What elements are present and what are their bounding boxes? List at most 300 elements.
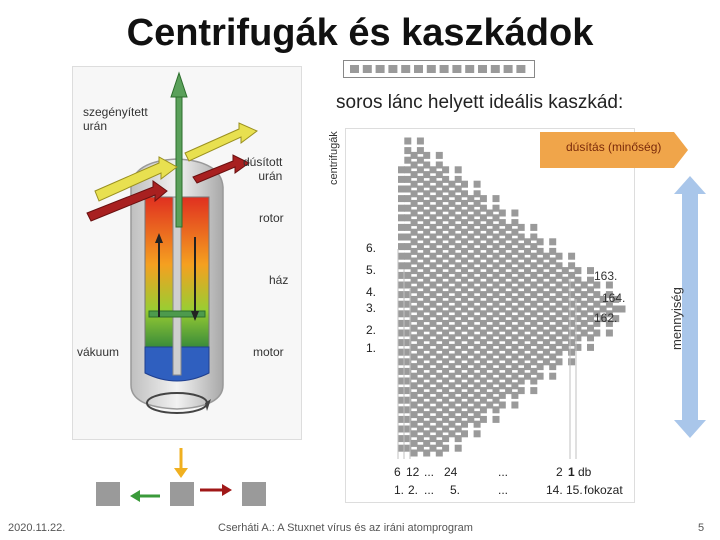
- centrifuge-square: [493, 195, 500, 202]
- centrifuge-square: [587, 334, 594, 341]
- centrifuge-square: [543, 358, 550, 365]
- centrifuge-square: [537, 325, 544, 332]
- centrifuge-square: [537, 277, 544, 284]
- centrifuge-square: [474, 382, 481, 389]
- centrifuge-square: [417, 262, 424, 269]
- centrifuge-square: [474, 258, 481, 265]
- centrifuge-square: [486, 402, 493, 409]
- centrifuge-square: [556, 272, 563, 279]
- centrifuge-square: [549, 325, 556, 332]
- centrifuge-square: [436, 392, 443, 399]
- chain-square: [427, 65, 436, 73]
- centrifuge-square: [505, 320, 512, 327]
- centrifuge-square: [511, 325, 518, 332]
- centrifuge-square: [493, 406, 500, 413]
- centrifuge-square: [530, 378, 537, 385]
- centrifuge-square: [404, 138, 411, 145]
- centrifuge-square: [430, 368, 437, 375]
- chain-square: [491, 65, 500, 73]
- centrifuge-square: [486, 238, 493, 245]
- centrifuge-square: [474, 277, 481, 284]
- centrifuge-square: [587, 325, 594, 332]
- centrifuge-square: [486, 392, 493, 399]
- centrifuge-square: [448, 315, 455, 322]
- depleted-out-arrow-head: [171, 73, 187, 97]
- centrifuge-square: [398, 186, 405, 193]
- centrifuge-square: [442, 387, 449, 394]
- centrifuge-square: [436, 162, 443, 169]
- centrifuge-square: [493, 243, 500, 250]
- stage-14: 14.: [546, 483, 563, 497]
- centrifuge-square: [568, 262, 575, 269]
- centrifuge-square: [543, 262, 550, 269]
- centrifuge-square: [467, 291, 474, 298]
- centrifuge-square: [537, 306, 544, 313]
- count-unit: db: [578, 465, 592, 479]
- centrifuge-square: [461, 210, 468, 217]
- centrifuge-square: [423, 325, 430, 332]
- centrifuge-square: [448, 363, 455, 370]
- centrifuge-square: [442, 272, 449, 279]
- centrifuge-square: [493, 291, 500, 298]
- centrifuge-square: [423, 382, 430, 389]
- centrifuge-square: [480, 234, 487, 241]
- label-motor: motor: [253, 345, 284, 359]
- centrifuge-square: [436, 229, 443, 236]
- centrifuge-square: [480, 358, 487, 365]
- centrifuge-square: [581, 320, 588, 327]
- centrifuge-square: [474, 248, 481, 255]
- centrifuge-square: [518, 378, 525, 385]
- centrifuge-square: [430, 387, 437, 394]
- centrifuge-square: [474, 392, 481, 399]
- centrifuge-square: [511, 258, 518, 265]
- centrifuge-square: [511, 344, 518, 351]
- centrifuge-square: [404, 243, 411, 250]
- centrifuge-square: [423, 267, 430, 274]
- centrifuge-square: [442, 378, 449, 385]
- chain-square: [504, 65, 513, 73]
- centrifuge-square: [448, 219, 455, 226]
- centrifuge-square: [574, 267, 581, 274]
- centrifuge-square: [430, 349, 437, 356]
- centrifuge-square: [430, 195, 437, 202]
- centrifuge-square: [480, 243, 487, 250]
- centrifuge-square: [499, 296, 506, 303]
- centrifuge-square: [442, 214, 449, 221]
- centrifuge-square: [398, 234, 405, 241]
- centrifuge-square: [549, 277, 556, 284]
- centrifuge-square: [467, 234, 474, 241]
- centrifuge-square: [448, 229, 455, 236]
- centrifuge-square: [511, 267, 518, 274]
- centrifuge-square: [423, 181, 430, 188]
- stage-1: 1.: [394, 483, 405, 497]
- centrifuge-square: [455, 435, 462, 442]
- centrifuge-square: [499, 363, 506, 370]
- count-12: 12: [406, 465, 420, 479]
- centrifuge-square: [493, 282, 500, 289]
- centrifuge-square: [461, 181, 468, 188]
- centrifuge-square: [430, 397, 437, 404]
- centrifuge-square: [423, 200, 430, 207]
- centrifuge-square: [549, 306, 556, 313]
- centrifuge-square: [430, 435, 437, 442]
- centrifuge-square: [467, 339, 474, 346]
- centrifuge-square: [417, 358, 424, 365]
- footer-source: Cserháti A.: A Stuxnet vírus és az iráni atomprogram: [218, 522, 473, 534]
- centrifuge-square: [486, 354, 493, 361]
- centrifuge-square: [436, 296, 443, 303]
- centrifuge-square: [436, 373, 443, 380]
- centrifuge-square: [398, 262, 405, 269]
- centrifuge-square: [518, 339, 525, 346]
- centrifuge-square: [417, 214, 424, 221]
- centrifuge-square: [518, 387, 525, 394]
- centrifuge-square: [448, 334, 455, 341]
- centrifuge-square: [442, 282, 449, 289]
- centrifuge-square: [448, 373, 455, 380]
- stage-label: 1.: [366, 341, 377, 355]
- centrifuge-square: [486, 373, 493, 380]
- centrifuge-square: [530, 253, 537, 260]
- centrifuge-square: [442, 416, 449, 423]
- centrifuge-square: [499, 238, 506, 245]
- centrifuge-square: [411, 450, 418, 457]
- centrifuge-square: [417, 416, 424, 423]
- centrifuge-square: [480, 291, 487, 298]
- centrifuge-square: [448, 382, 455, 389]
- centrifuge-square: [404, 166, 411, 173]
- centrifuge-square: [524, 363, 531, 370]
- centrifuge-square: [461, 286, 468, 293]
- centrifuge-square: [505, 291, 512, 298]
- centrifuge-square: [486, 277, 493, 284]
- centrifuge-square: [530, 243, 537, 250]
- centrifuge-square: [543, 301, 550, 308]
- centrifuge-square: [461, 315, 468, 322]
- centrifuge-square: [417, 435, 424, 442]
- centrifuge-square: [493, 378, 500, 385]
- centrifuge-square: [543, 282, 550, 289]
- centrifuge-square: [423, 411, 430, 418]
- centrifuge-square: [530, 301, 537, 308]
- centrifuge-square: [455, 397, 462, 404]
- centrifuge-square: [423, 296, 430, 303]
- centrifuge-square: [518, 253, 525, 260]
- centrifuge-square: [417, 186, 424, 193]
- centrifuge-square: [411, 190, 418, 197]
- centrifuge-square: [511, 306, 518, 313]
- centrifuge-square: [574, 334, 581, 341]
- centrifuge-square: [442, 166, 449, 173]
- centrifuge-square: [493, 416, 500, 423]
- centrifuge-square: [455, 368, 462, 375]
- centrifuge-square: [467, 378, 474, 385]
- centrifuge-square: [511, 373, 518, 380]
- centrifuge-square: [511, 229, 518, 236]
- centrifuge-square: [423, 190, 430, 197]
- centrifuge-square: [448, 258, 455, 265]
- centrifuge-square: [499, 402, 506, 409]
- centrifuge-square: [436, 277, 443, 284]
- centrifuge-square: [448, 392, 455, 399]
- centrifuge-square: [455, 387, 462, 394]
- centrifuge-square: [537, 334, 544, 341]
- centrifuge-square: [505, 253, 512, 260]
- centrifuge-square: [461, 219, 468, 226]
- centrifuge-square: [404, 253, 411, 260]
- centrifuge-square: [619, 306, 626, 313]
- centrifuge-square: [461, 229, 468, 236]
- centrifuge-square: [524, 277, 531, 284]
- centrifuge-square: [474, 411, 481, 418]
- centrifuge-square: [474, 354, 481, 361]
- centrifuge-square: [411, 344, 418, 351]
- centrifuge-square: [467, 205, 474, 212]
- centrifuge-square: [398, 195, 405, 202]
- centrifuge-square: [455, 378, 462, 385]
- centrifuge-square: [417, 147, 424, 154]
- centrifuge-square: [436, 363, 443, 370]
- centrifuge-square: [436, 402, 443, 409]
- stage-labels-left: [366, 241, 396, 359]
- centrifuge-square: [530, 339, 537, 346]
- centrifuge-square: [417, 138, 424, 145]
- centrifuge-square: [556, 291, 563, 298]
- centrifuge-square: [442, 358, 449, 365]
- centrifuge-square: [411, 171, 418, 178]
- centrifuge-square: [549, 334, 556, 341]
- centrifuge-square: [467, 349, 474, 356]
- centrifuge-square: [461, 334, 468, 341]
- centrifuge-square: [505, 358, 512, 365]
- centrifuge-square: [455, 339, 462, 346]
- centrifuge-square: [436, 200, 443, 207]
- centrifuge-square: [499, 325, 506, 332]
- centrifuge-square: [417, 157, 424, 164]
- centrifuge-square: [430, 282, 437, 289]
- centrifuge-square: [411, 152, 418, 159]
- centrifuge-square: [518, 358, 525, 365]
- centrifuge-square: [448, 200, 455, 207]
- centrifuge-square: [474, 373, 481, 380]
- centrifuge-square: [587, 296, 594, 303]
- centrifuge-square: [442, 205, 449, 212]
- centrifuge-square: [505, 330, 512, 337]
- footer-date: 2020.11.22.: [8, 522, 66, 534]
- centrifuge-square: [442, 176, 449, 183]
- centrifuge-square: [411, 219, 418, 226]
- centrifuge-square: [442, 349, 449, 356]
- centrifuge-square: [486, 363, 493, 370]
- centrifuge-square: [411, 373, 418, 380]
- centrifuge-square: [430, 301, 437, 308]
- stage-dots2: ...: [498, 483, 509, 497]
- centrifuge-square: [480, 397, 487, 404]
- centrifuge-square: [505, 234, 512, 241]
- centrifuge-square: [455, 224, 462, 231]
- centrifuge-square: [543, 253, 550, 260]
- centrifuge-square: [530, 291, 537, 298]
- centrifuge-square: [417, 243, 424, 250]
- centrifuge-square: [423, 229, 430, 236]
- centrifuge-square: [442, 291, 449, 298]
- centrifuge-square: [524, 267, 531, 274]
- centrifuge-square: [455, 358, 462, 365]
- centrifuge-square: [411, 229, 418, 236]
- centrifuge-square: [562, 286, 569, 293]
- centrifuge-square: [436, 440, 443, 447]
- centrifuge-square: [430, 291, 437, 298]
- centrifuge-square: [455, 205, 462, 212]
- centrifuge-square: [430, 224, 437, 231]
- centrifuge-square: [442, 262, 449, 269]
- centrifuge-square: [461, 363, 468, 370]
- centrifuge-square: [486, 286, 493, 293]
- centrifuge-square: [574, 306, 581, 313]
- centrifuge-square: [537, 315, 544, 322]
- centrifuge-square: [461, 382, 468, 389]
- centrifuge-square: [530, 224, 537, 231]
- centrifuge-square: [493, 397, 500, 404]
- centrifuge-square: [404, 272, 411, 279]
- centrifuge-square: [417, 368, 424, 375]
- centrifuge-square: [524, 325, 531, 332]
- centrifuge-square: [404, 262, 411, 269]
- centrifuge-square: [423, 152, 430, 159]
- centrifuge-square: [467, 358, 474, 365]
- centrifuge-square: [436, 190, 443, 197]
- centrifuge-square: [562, 296, 569, 303]
- chain-square: [465, 65, 474, 73]
- centrifuge-square: [411, 296, 418, 303]
- centrifuge-square: [467, 368, 474, 375]
- centrifuge-square: [474, 334, 481, 341]
- centrifuge-square: [474, 229, 481, 236]
- centrifuge-square: [480, 330, 487, 337]
- centrifuge-square: [587, 267, 594, 274]
- centrifuge-square: [417, 330, 424, 337]
- centrifuge-square: [486, 315, 493, 322]
- centrifuge-square: [455, 195, 462, 202]
- centrifuge-square: [518, 330, 525, 337]
- serial-chain-bar: [343, 60, 535, 78]
- centrifuge-square: [474, 344, 481, 351]
- centrifuge-square: [436, 210, 443, 217]
- centrifuge-square: [455, 320, 462, 327]
- centrifuge-square: [493, 234, 500, 241]
- chain-square: [401, 65, 410, 73]
- centrifuge-square: [486, 334, 493, 341]
- centrifuge-square: [568, 253, 575, 260]
- centrifuge-square: [556, 330, 563, 337]
- centrifuge-square: [493, 272, 500, 279]
- centrifuge-square: [455, 243, 462, 250]
- label-vacuum: vákuum: [77, 345, 120, 359]
- centrifuge-square: [524, 286, 531, 293]
- centrifuge-square: [442, 320, 449, 327]
- chain-square: [376, 65, 385, 73]
- centrifuge-square: [493, 368, 500, 375]
- centrifuge-square: [537, 354, 544, 361]
- centrifuge-square: [549, 354, 556, 361]
- centrifuge-square: [593, 291, 600, 298]
- centrifuge-square: [474, 325, 481, 332]
- centrifuge-square: [568, 301, 575, 308]
- centrifuge-square: [411, 162, 418, 169]
- centrifuge-square: [423, 440, 430, 447]
- centrifuge-square: [411, 325, 418, 332]
- chain-square: [363, 65, 372, 73]
- centrifuge-square: [499, 354, 506, 361]
- centrifuge-square: [411, 363, 418, 370]
- centrifuge-square: [423, 171, 430, 178]
- centrifuge-square: [474, 219, 481, 226]
- centrifuge-square: [543, 349, 550, 356]
- centrifuge-square: [530, 282, 537, 289]
- centrifuge-square: [417, 282, 424, 289]
- centrifuge-square: [581, 282, 588, 289]
- centrifuge-square: [480, 406, 487, 413]
- centrifuge-square: [581, 310, 588, 317]
- count-1: 1: [568, 465, 575, 479]
- centrifuge-square: [486, 325, 493, 332]
- centrifuge-square: [537, 238, 544, 245]
- centrifuge-square: [436, 411, 443, 418]
- centrifuge-square: [524, 373, 531, 380]
- centrifuge-square: [505, 310, 512, 317]
- centrifuge-square: [581, 291, 588, 298]
- centrifuge-square: [467, 195, 474, 202]
- centrifuge-square: [511, 402, 518, 409]
- centrifuge-square: [480, 301, 487, 308]
- centrifuge-square: [436, 344, 443, 351]
- centrifuge-square: [417, 445, 424, 452]
- centrifuge-square: [448, 286, 455, 293]
- centrifuge-square: [568, 339, 575, 346]
- centrifuge-square: [417, 234, 424, 241]
- centrifuge-square: [411, 411, 418, 418]
- centrifuge-square: [417, 272, 424, 279]
- centrifuge-square: [423, 162, 430, 169]
- centrifuge-square: [480, 349, 487, 356]
- centrifuge-square: [499, 229, 506, 236]
- centrifuge-square: [556, 339, 563, 346]
- centrifuge-square: [411, 430, 418, 437]
- centrifuge-square: [568, 349, 575, 356]
- centrifuge-square: [430, 243, 437, 250]
- centrifuge-square: [423, 306, 430, 313]
- centrifuge-square: [411, 306, 418, 313]
- centrifuge-square: [549, 238, 556, 245]
- centrifuge-square: [455, 214, 462, 221]
- centrifuge-square: [411, 277, 418, 284]
- centrifuge-square: [423, 402, 430, 409]
- centrifuge-square: [404, 214, 411, 221]
- centrifuge-square: [461, 306, 468, 313]
- centrifuge-square: [467, 301, 474, 308]
- centrifuge-square: [404, 224, 411, 231]
- stage-15: 15.: [566, 483, 583, 497]
- centrifuge-square: [417, 339, 424, 346]
- stage-label: 6.: [366, 241, 377, 255]
- centrifuge-square: [461, 421, 468, 428]
- centrifuge-square: [461, 258, 468, 265]
- center-tube: [176, 97, 182, 227]
- centrifuge-square: [461, 344, 468, 351]
- centrifuge-square: [549, 267, 556, 274]
